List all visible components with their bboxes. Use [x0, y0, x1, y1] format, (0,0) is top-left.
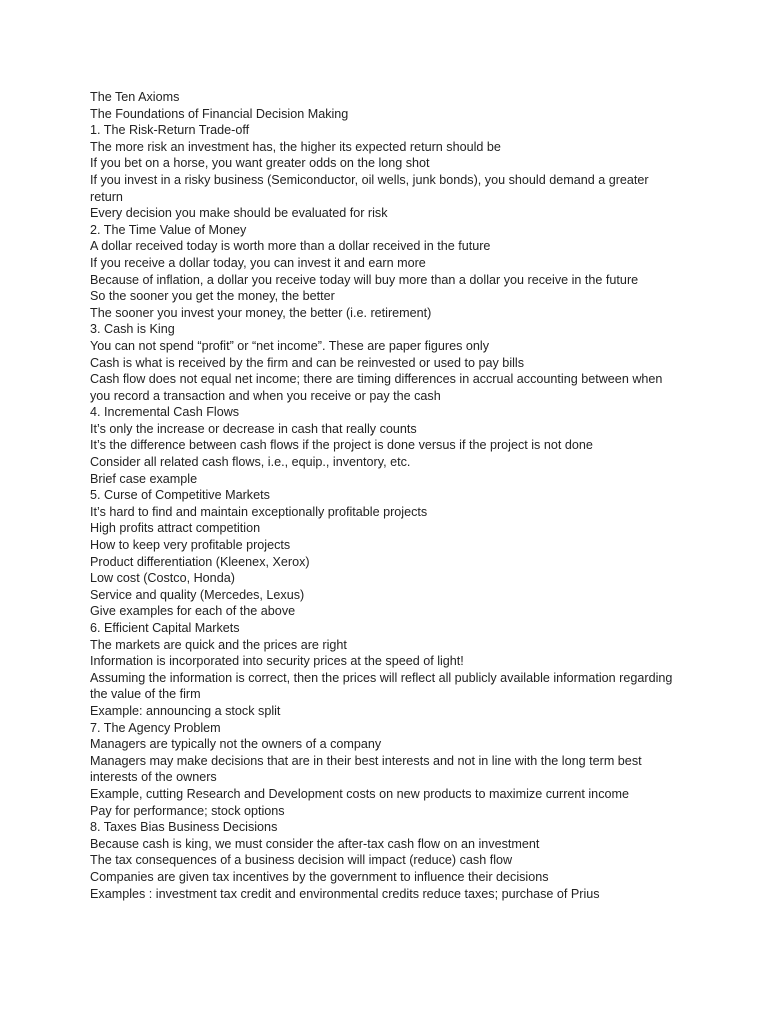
text-line: Managers may make decisions that are in their best interests and not in line with the long term best interests of the owners — [90, 753, 642, 785]
text-line: Consider all related cash flows, i.e., equip., inventory, etc. — [90, 455, 411, 470]
axiom-6-heading: 6. Efficient Capital Markets — [90, 621, 240, 635]
text-line: Product differentiation (Kleenex, Xerox) — [90, 554, 310, 569]
text-line: Pay for performance; stock options — [90, 803, 285, 818]
text-line: Cash is what is received by the firm and can be reinvested or used to pay bills — [90, 355, 525, 370]
text-line: If you bet on a horse, you want greater odds on the long shot — [90, 156, 430, 171]
text-line: Assuming the information is correct, then the prices will reflect all publicly available information regarding the value of the firm — [90, 670, 673, 702]
document-body — [90, 89, 680, 902]
text-line: Because of inflation, a dollar you receive today will buy more than a dollar you receive in the future — [90, 272, 639, 287]
text-line: Cash flow does not equal net income; there are timing differences in accrual accounting between when you record a transaction and when you receive or pay the cash — [90, 372, 663, 403]
text-line: High profits attract competition — [90, 521, 261, 536]
text-line: Managers are typically not the owners of a company — [90, 737, 382, 752]
axiom-1-heading: 1. The Risk-Return Trade-off — [90, 123, 250, 138]
axiom-4-heading: 4. Incremental Cash Flows — [90, 405, 240, 420]
text-line: Example, cutting Research and Development costs on new products to maximize current income — [90, 786, 629, 801]
axiom-3-heading: 3. Cash is King — [90, 322, 175, 337]
text-line: Every decision you make should be evaluated for risk — [90, 206, 388, 221]
text-line: Examples : investment tax credit and environmental credits reduce taxes; purchase of Prius — [90, 886, 600, 901]
axiom-8-heading: 8. Taxes Bias Business Decisions — [90, 820, 278, 835]
text-line: The markets are quick and the prices are right — [90, 637, 347, 652]
text-line: If you receive a dollar today, you can invest it and earn more — [90, 255, 426, 270]
text-line: Information is incorporated into security prices at the speed of light! — [90, 654, 464, 669]
text-line: How to keep very profitable projects — [90, 538, 291, 553]
text-line: The sooner you invest your money, the better (i.e. retirement) — [90, 305, 432, 320]
axiom-2-heading: 2. The Time Value of Money — [90, 222, 247, 237]
text-line: Service and quality (Mercedes, Lexus) — [90, 587, 305, 602]
text-line: If you invest in a risky business (Semiconductor, oil wells, junk bonds), you should demand a greater return — [90, 172, 649, 204]
text-line: The tax consequences of a business decision will impact (reduce) cash flow — [90, 853, 513, 868]
document-title: The Ten Axioms — [90, 90, 180, 104]
text-line: Example: announcing a stock split — [90, 703, 281, 718]
document-subtitle: The Foundations of Financial Decision Making — [90, 106, 349, 121]
text-line: It’s hard to find and maintain exceptionally profitable projects — [90, 504, 428, 519]
text-line: Low cost (Costco, Honda) — [90, 571, 235, 586]
text-line: So the sooner you get the money, the better — [90, 289, 335, 304]
axiom-7-heading: 7. The Agency Problem — [90, 720, 221, 735]
text-line: It’s only the increase or decrease in cash that really counts — [90, 421, 417, 436]
text-line: Because cash is king, we must consider the after-tax cash flow on an investment — [90, 836, 540, 851]
text-line: The more risk an investment has, the higher its expected return should be — [90, 139, 501, 154]
text-line: You can not spend “profit” or “net income”. These are paper figures only — [90, 338, 490, 353]
text-line: Give examples for each of the above — [90, 604, 296, 619]
text-line: Brief case example — [90, 471, 198, 486]
text-line: A dollar received today is worth more than a dollar received in the future — [90, 239, 491, 254]
text-line: Companies are given tax incentives by the government to influence their decisions — [90, 869, 549, 884]
axiom-5-heading: 5. Curse of Competitive Markets — [90, 488, 270, 503]
text-line: It’s the difference between cash flows if the project is done versus if the project is not done — [90, 438, 593, 453]
